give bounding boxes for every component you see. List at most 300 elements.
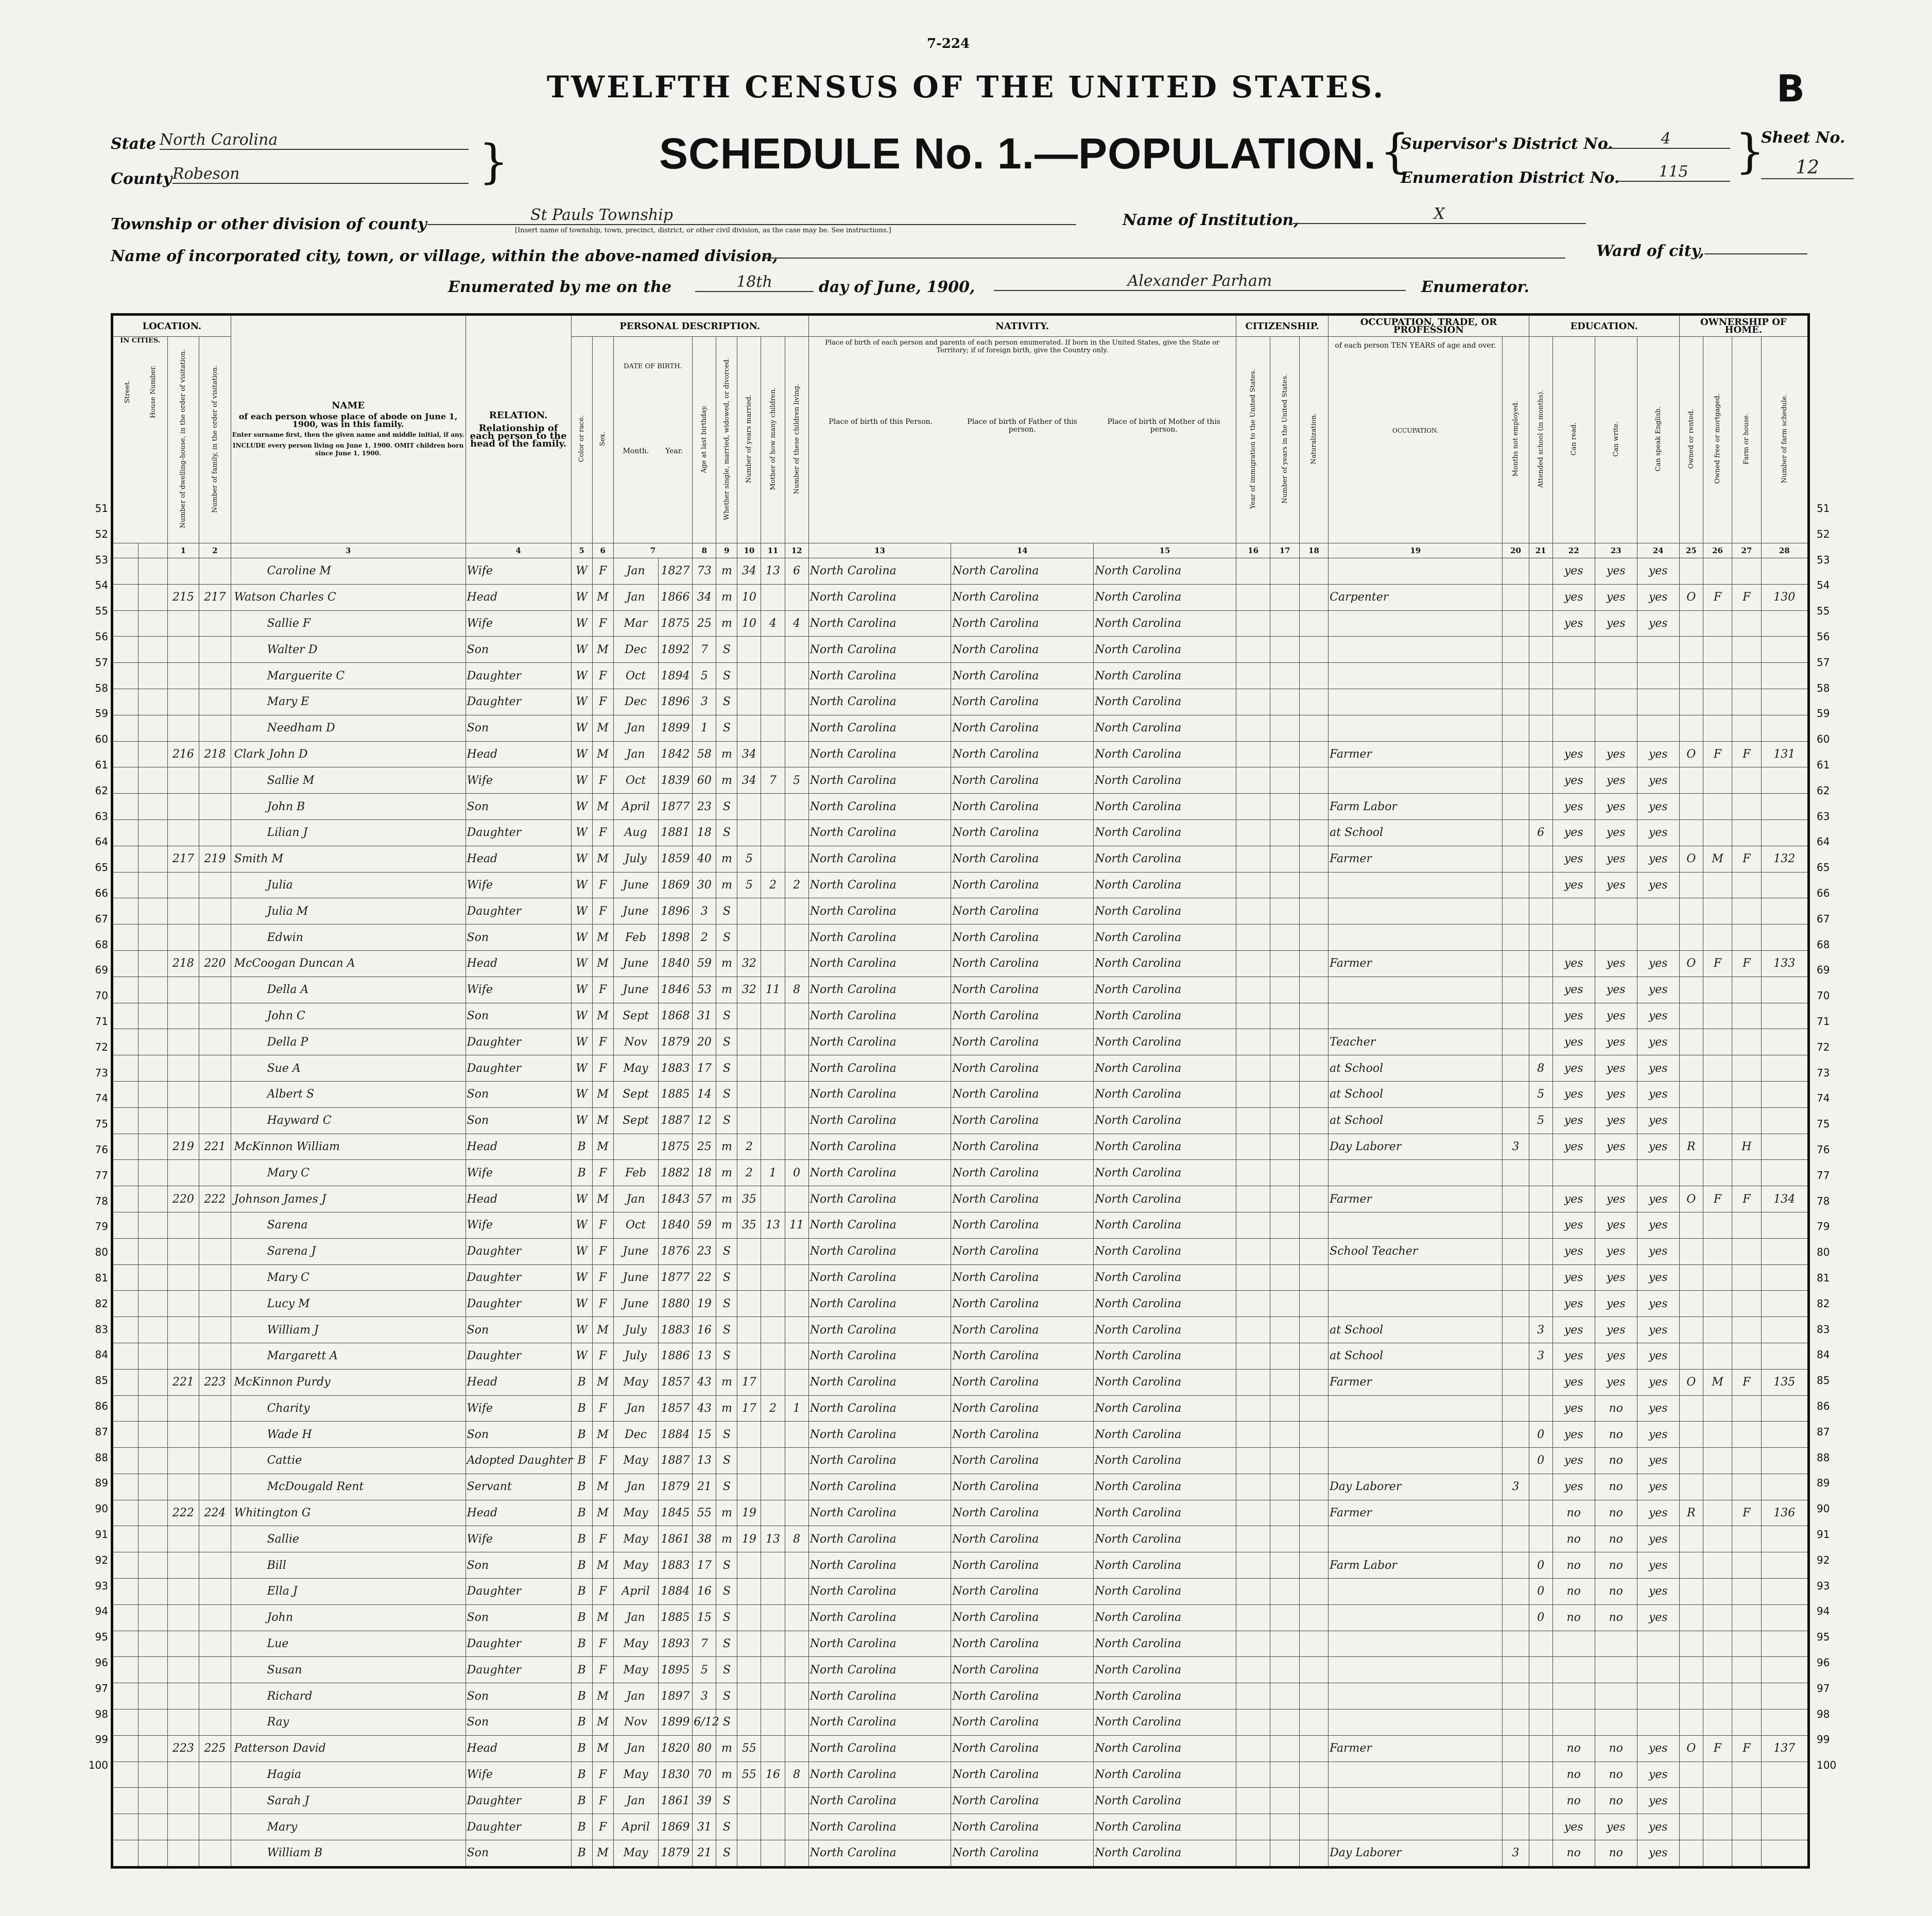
- state-value: North Carolina: [160, 131, 469, 150]
- name-header: [231, 315, 465, 543]
- birthplace-mother: North Carolina: [1094, 1422, 1236, 1448]
- can-speak: yes: [1637, 1238, 1679, 1264]
- children-living: [785, 1081, 808, 1107]
- row-number-right: 97: [1817, 1682, 1830, 1695]
- empty-cell: [1299, 1788, 1328, 1814]
- table-row: [112, 1735, 1809, 1761]
- can-read: yes: [1553, 610, 1595, 637]
- farm-house: [1732, 1814, 1761, 1840]
- family-number: [199, 1003, 231, 1029]
- children-born: 1: [761, 1160, 785, 1186]
- row-number-left: 60: [95, 733, 108, 746]
- mortgage: [1703, 1422, 1732, 1448]
- family-number: [199, 925, 231, 951]
- age: 43: [693, 1369, 716, 1395]
- year-header: Year.: [665, 447, 683, 455]
- empty-cell: [112, 1422, 139, 1448]
- children-living: [785, 1186, 808, 1212]
- children-living: [785, 1474, 808, 1500]
- person-name: Johnson James J: [231, 1186, 465, 1212]
- birthplace-mother: North Carolina: [1094, 1840, 1236, 1868]
- children-living: [785, 741, 808, 767]
- birthplace-father: North Carolina: [951, 1055, 1094, 1082]
- months-unemployed: [1503, 1003, 1529, 1029]
- row-number-left: 54: [95, 579, 108, 592]
- row-number-left: 98: [95, 1707, 108, 1720]
- birthplace-mother: North Carolina: [1094, 1003, 1236, 1029]
- children-born: [761, 1264, 785, 1291]
- empty-cell: [1270, 1317, 1299, 1343]
- marital-header: Whether single, married, widowed, or divorced.: [722, 357, 731, 520]
- color-header: Color or race.: [578, 415, 586, 463]
- birth-month: Jan: [613, 1788, 658, 1814]
- years-married: 55: [737, 1761, 761, 1788]
- children-born: 2: [761, 1395, 785, 1422]
- occupation: [1329, 1003, 1503, 1029]
- birthplace-mother: North Carolina: [1094, 1107, 1236, 1134]
- person-name: Della P: [231, 1029, 465, 1055]
- empty-cell: [1236, 1474, 1270, 1500]
- can-read: yes: [1553, 1055, 1595, 1082]
- years-married: [737, 794, 761, 820]
- months-school: [1529, 689, 1553, 715]
- age: 7: [693, 1631, 716, 1657]
- occupation: [1329, 1814, 1503, 1840]
- dwelling-number: [167, 1604, 199, 1631]
- years-married: [737, 1264, 761, 1291]
- empty-cell: [1299, 1526, 1328, 1552]
- empty-cell: [1236, 1212, 1270, 1238]
- can-read: yes: [1553, 872, 1595, 898]
- farm-schedule: [1761, 977, 1808, 1003]
- empty-cell: [1299, 1552, 1328, 1579]
- months-school: [1529, 1369, 1553, 1395]
- sex: F: [592, 1526, 613, 1552]
- dwelling-number: 215: [167, 584, 199, 610]
- row-number-left: 100: [88, 1759, 108, 1772]
- column-number: 3: [231, 543, 465, 558]
- column-number: [112, 543, 139, 558]
- empty-cell: [1299, 1160, 1328, 1186]
- birthplace-father: North Carolina: [951, 925, 1094, 951]
- birthplace-father: North Carolina: [951, 977, 1094, 1003]
- row-number-right: 77: [1817, 1169, 1830, 1182]
- family-number: [199, 1657, 231, 1683]
- months-unemployed: 3: [1503, 1134, 1529, 1160]
- color: W: [571, 1264, 592, 1291]
- enumerator-label: Enumerator.: [1421, 278, 1529, 296]
- farm-house: F: [1732, 1186, 1761, 1212]
- children-born: [761, 1448, 785, 1474]
- empty-cell: [139, 1291, 167, 1317]
- farm-schedule: [1761, 1160, 1808, 1186]
- empty-cell: [1270, 1107, 1299, 1134]
- birthplace-person: North Carolina: [808, 689, 951, 715]
- owned-rented: [1679, 925, 1703, 951]
- empty-cell: [1299, 1500, 1328, 1526]
- children-born: [761, 1683, 785, 1709]
- months-school: [1529, 1029, 1553, 1055]
- ward-label: Ward of city,: [1596, 242, 1704, 260]
- birthplace-mother: North Carolina: [1094, 1186, 1236, 1212]
- dwelling-number: [167, 1160, 199, 1186]
- empty-cell: [112, 663, 139, 689]
- empty-cell: [1236, 663, 1270, 689]
- empty-cell: [112, 1761, 139, 1788]
- months-school: [1529, 1238, 1553, 1264]
- can-speak: yes: [1637, 1107, 1679, 1134]
- empty-cell: [112, 1657, 139, 1683]
- birthplace-person: North Carolina: [808, 1317, 951, 1343]
- dwelling-number: [167, 1238, 199, 1264]
- occupation: [1329, 1291, 1503, 1317]
- years-married: [737, 1657, 761, 1683]
- age: 20: [693, 1029, 716, 1055]
- sex: F: [592, 819, 613, 846]
- empty-cell: [1236, 1657, 1270, 1683]
- can-write-header: Can write.: [1612, 421, 1620, 457]
- children-living: [785, 1264, 808, 1291]
- empty-cell: [112, 819, 139, 846]
- empty-cell: [1299, 1343, 1328, 1369]
- can-write: no: [1595, 1579, 1637, 1605]
- children-living: [785, 819, 808, 846]
- owned-rented: O: [1679, 584, 1703, 610]
- birth-month: April: [613, 1579, 658, 1605]
- marital-status: m: [716, 1500, 737, 1526]
- birthplace-mother: North Carolina: [1094, 584, 1236, 610]
- farm-house: [1732, 1683, 1761, 1709]
- marital-status: m: [716, 1134, 737, 1160]
- family-number: [199, 715, 231, 741]
- can-write: yes: [1595, 846, 1637, 872]
- birthplace-person: North Carolina: [808, 1160, 951, 1186]
- birthplace-mother: North Carolina: [1094, 1448, 1236, 1474]
- dwelling-number: [167, 1552, 199, 1579]
- relation: Servant: [465, 1474, 571, 1500]
- empty-cell: [1236, 1604, 1270, 1631]
- birthplace-father: North Carolina: [951, 1735, 1094, 1761]
- can-write: no: [1595, 1395, 1637, 1422]
- children-born: [761, 1081, 785, 1107]
- row-number-left: 85: [95, 1374, 108, 1387]
- birthplace-father: North Carolina: [951, 663, 1094, 689]
- empty-cell: [1270, 1735, 1299, 1761]
- family-number: [199, 1107, 231, 1134]
- birthplace-person: North Carolina: [808, 1709, 951, 1736]
- marital-status: S: [716, 1604, 737, 1631]
- occupation: [1329, 1657, 1503, 1683]
- birthplace-father: North Carolina: [951, 689, 1094, 715]
- children-living: 6: [785, 558, 808, 585]
- row-number-right: 90: [1817, 1502, 1830, 1515]
- marital-status: m: [716, 767, 737, 794]
- can-write: yes: [1595, 1264, 1637, 1291]
- age: 13: [693, 1448, 716, 1474]
- row-number-left: 64: [95, 835, 108, 848]
- can-write: yes: [1595, 1317, 1637, 1343]
- sex: F: [592, 1212, 613, 1238]
- empty-cell: [1236, 1500, 1270, 1526]
- mortgage: [1703, 819, 1732, 846]
- family-number: 222: [199, 1186, 231, 1212]
- empty-cell: [112, 1552, 139, 1579]
- can-write: yes: [1595, 741, 1637, 767]
- empty-cell: [139, 977, 167, 1003]
- person-name: Lilian J: [231, 819, 465, 846]
- birthplace-person: North Carolina: [808, 1029, 951, 1055]
- living-header: Number of these children living.: [792, 383, 801, 494]
- birth-year: 1843: [658, 1186, 693, 1212]
- row-number-left: 72: [95, 1040, 108, 1053]
- months-school: 0: [1529, 1579, 1553, 1605]
- group-location: LOCATION.: [112, 315, 231, 337]
- township-label: Township or other division of county: [111, 215, 427, 233]
- empty-cell: [112, 1500, 139, 1526]
- empty-cell: [139, 950, 167, 977]
- years-married: 32: [737, 950, 761, 977]
- birth-year: 1886: [658, 1343, 693, 1369]
- relation: Daughter: [465, 663, 571, 689]
- children-born: [761, 1422, 785, 1448]
- farm-schedule: [1761, 715, 1808, 741]
- can-read: [1553, 689, 1595, 715]
- can-read: yes: [1553, 767, 1595, 794]
- months-unemployed: [1503, 1683, 1529, 1709]
- dwelling-number: [167, 1107, 199, 1134]
- occupation: Farmer: [1329, 1735, 1503, 1761]
- birthplace-person: North Carolina: [808, 1448, 951, 1474]
- years-married: [737, 1604, 761, 1631]
- row-number-left: 96: [95, 1656, 108, 1669]
- empty-cell: [1299, 1291, 1328, 1317]
- empty-cell: [1236, 1526, 1270, 1552]
- occupation: [1329, 1160, 1503, 1186]
- empty-cell: [139, 1735, 167, 1761]
- birth-month: Dec: [613, 637, 658, 663]
- dwelling-number: [167, 1788, 199, 1814]
- farm-house: [1732, 1448, 1761, 1474]
- row-number-right: 94: [1817, 1605, 1830, 1618]
- row-number-right: 100: [1817, 1759, 1837, 1772]
- years-married: [737, 1422, 761, 1448]
- family-number: 224: [199, 1500, 231, 1526]
- empty-cell: [1270, 610, 1299, 637]
- farm-schedule: [1761, 610, 1808, 637]
- can-read: yes: [1553, 584, 1595, 610]
- months-unemployed: [1503, 637, 1529, 663]
- owned-rented: [1679, 872, 1703, 898]
- birth-year: 1885: [658, 1604, 693, 1631]
- sex: M: [592, 715, 613, 741]
- sheet-label: Sheet No.: [1761, 129, 1845, 147]
- row-number-left: 94: [95, 1605, 108, 1618]
- marital-status: m: [716, 1186, 737, 1212]
- table-row: [112, 1526, 1809, 1552]
- owned-rented: O: [1679, 1186, 1703, 1212]
- can-read: yes: [1553, 741, 1595, 767]
- enumerated-prefix: Enumerated by me on the: [448, 278, 672, 296]
- birth-month: Nov: [613, 1709, 658, 1736]
- owned-rented: [1679, 1395, 1703, 1422]
- empty-cell: [1236, 1317, 1270, 1343]
- birthplace-person: North Carolina: [808, 1395, 951, 1422]
- birthplace-mother: North Carolina: [1094, 1081, 1236, 1107]
- can-read: yes: [1553, 1029, 1595, 1055]
- empty-cell: [139, 1395, 167, 1422]
- family-number: [199, 1840, 231, 1868]
- can-read: no: [1553, 1761, 1595, 1788]
- sex: M: [592, 1552, 613, 1579]
- sex: M: [592, 1604, 613, 1631]
- birthplace-person: North Carolina: [808, 1055, 951, 1082]
- birthplace-person: North Carolina: [808, 741, 951, 767]
- birthplace-mother: North Carolina: [1094, 819, 1236, 846]
- marital-status: S: [716, 819, 737, 846]
- children-living: [785, 1735, 808, 1761]
- can-write: no: [1595, 1788, 1637, 1814]
- empty-cell: [112, 977, 139, 1003]
- occupation: at School: [1329, 1081, 1503, 1107]
- dwelling-number: [167, 715, 199, 741]
- dwelling-number: [167, 767, 199, 794]
- birthplace-mother: North Carolina: [1094, 1814, 1236, 1840]
- occupation: [1329, 898, 1503, 925]
- empty-cell: [139, 1238, 167, 1264]
- months-school: 0: [1529, 1422, 1553, 1448]
- empty-cell: [1236, 1735, 1270, 1761]
- birth-year: 1869: [658, 1814, 693, 1840]
- row-number-right: 74: [1817, 1092, 1830, 1105]
- naturalization-header: Naturalization.: [1309, 413, 1318, 465]
- years-married: [737, 689, 761, 715]
- row-number-right: 66: [1817, 887, 1830, 899]
- table-row: [112, 1474, 1809, 1500]
- mortgage: [1703, 1814, 1732, 1840]
- family-number: [199, 637, 231, 663]
- table-row: [112, 977, 1809, 1003]
- owned-rented-header: Owned or rented.: [1687, 408, 1695, 469]
- months-unemployed: [1503, 1735, 1529, 1761]
- birthplace-mother: North Carolina: [1094, 977, 1236, 1003]
- birthplace-person: North Carolina: [808, 558, 951, 585]
- table-row: [112, 584, 1809, 610]
- dwelling-number: 223: [167, 1735, 199, 1761]
- birth-year: 1884: [658, 1579, 693, 1605]
- can-read: [1553, 637, 1595, 663]
- can-write: yes: [1595, 1291, 1637, 1317]
- farm-schedule: [1761, 925, 1808, 951]
- months-unemployed: [1503, 925, 1529, 951]
- empty-cell: [139, 1448, 167, 1474]
- owned-rented: [1679, 1474, 1703, 1500]
- children-born: [761, 1579, 785, 1605]
- children-born: 13: [761, 558, 785, 585]
- empty-cell: [139, 1552, 167, 1579]
- months-school: 3: [1529, 1317, 1553, 1343]
- can-read: yes: [1553, 1814, 1595, 1840]
- row-number-right: 69: [1817, 964, 1830, 977]
- family-number: [199, 872, 231, 898]
- page-title: TWELFTH CENSUS OF THE UNITED STATES.: [546, 70, 1386, 105]
- empty-cell: [139, 1081, 167, 1107]
- color: W: [571, 1212, 592, 1238]
- birthplace-father: North Carolina: [951, 794, 1094, 820]
- birthplace-person: North Carolina: [808, 1604, 951, 1631]
- empty-cell: [1299, 1657, 1328, 1683]
- dwelling-number: [167, 977, 199, 1003]
- enumeration-value: 115: [1617, 163, 1730, 182]
- can-speak: yes: [1637, 610, 1679, 637]
- farm-schedule: [1761, 1003, 1808, 1029]
- age: 2: [693, 925, 716, 951]
- empty-cell: [112, 1291, 139, 1317]
- occupation: Farmer: [1329, 1186, 1503, 1212]
- birthplace-father: North Carolina: [951, 1814, 1094, 1840]
- birth-year: 1861: [658, 1788, 693, 1814]
- birthplace-father: North Carolina: [951, 1631, 1094, 1657]
- years-married: [737, 1343, 761, 1369]
- farm-schedule: [1761, 794, 1808, 820]
- can-speak: yes: [1637, 1134, 1679, 1160]
- marital-status: S: [716, 1317, 737, 1343]
- row-number-left: 71: [95, 1015, 108, 1028]
- row-number-right: 76: [1817, 1143, 1830, 1156]
- pob-person-header: Place of birth of this Person.: [829, 418, 933, 426]
- owned-rented: [1679, 663, 1703, 689]
- farm-schedule: [1761, 1761, 1808, 1788]
- person-name: Smith M: [231, 846, 465, 872]
- relation: Wife: [465, 1160, 571, 1186]
- farm-schedule: 132: [1761, 846, 1808, 872]
- can-speak: yes: [1637, 1186, 1679, 1212]
- row-number-right: 63: [1817, 810, 1830, 823]
- months-unemployed: [1503, 872, 1529, 898]
- can-speak: yes: [1637, 1055, 1679, 1082]
- birth-year: 1845: [658, 1500, 693, 1526]
- can-speak: yes: [1637, 1840, 1679, 1868]
- years-married: 17: [737, 1395, 761, 1422]
- dwelling-number: [167, 1317, 199, 1343]
- table-row: [112, 1343, 1809, 1369]
- farm-schedule: [1761, 1604, 1808, 1631]
- farm-schedule: [1761, 819, 1808, 846]
- children-living: [785, 1604, 808, 1631]
- age: 39: [693, 1788, 716, 1814]
- group-occupation: OCCUPATION, TRADE, OR PROFESSION: [1329, 315, 1529, 337]
- can-read: no: [1553, 1579, 1595, 1605]
- months-school: [1529, 610, 1553, 637]
- age: 31: [693, 1003, 716, 1029]
- children-born: [761, 846, 785, 872]
- can-write: [1595, 663, 1637, 689]
- farm-house: F: [1732, 846, 1761, 872]
- can-write: yes: [1595, 767, 1637, 794]
- empty-cell: [1236, 1814, 1270, 1840]
- table-row: [112, 715, 1809, 741]
- color: W: [571, 977, 592, 1003]
- empty-cell: [139, 1761, 167, 1788]
- row-number-left: 77: [95, 1169, 108, 1182]
- marital-status: m: [716, 1212, 737, 1238]
- birthplace-father: North Carolina: [951, 898, 1094, 925]
- birth-month: May: [613, 1761, 658, 1788]
- can-write: yes: [1595, 819, 1637, 846]
- birthplace-father: North Carolina: [951, 1761, 1094, 1788]
- age: 3: [693, 898, 716, 925]
- empty-cell: [112, 1107, 139, 1134]
- empty-cell: [1270, 1343, 1299, 1369]
